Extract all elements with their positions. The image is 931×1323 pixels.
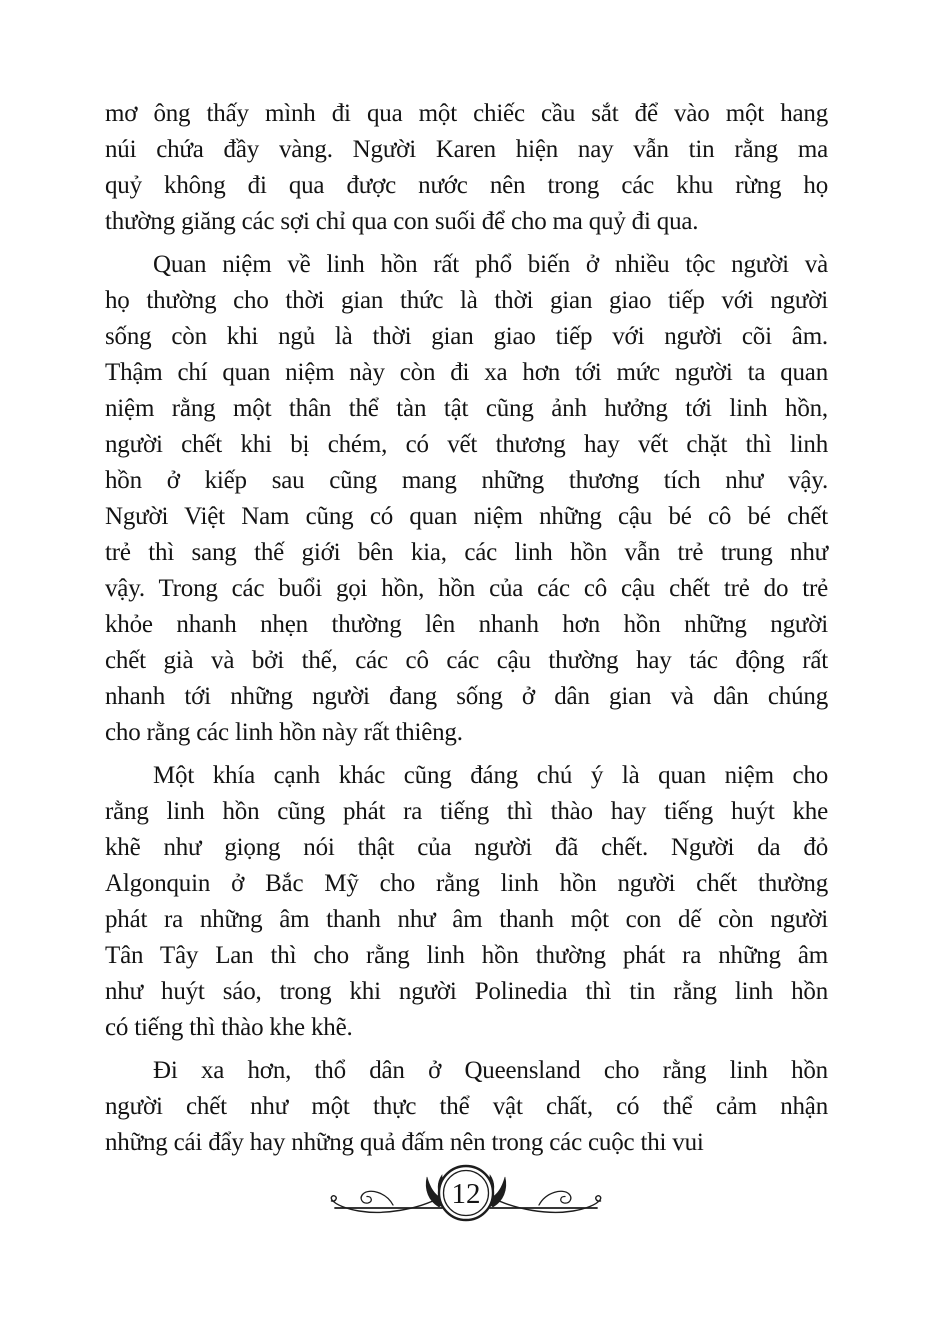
text-line: chết già và bởi thế, các cô các cậu thường hay tác động rất	[105, 647, 828, 674]
text-line: phát ra những âm thanh như âm thanh một con dế còn người	[105, 906, 828, 933]
text-line: quỷ không đi qua được nước nên trong các khu rừng họ	[105, 172, 828, 199]
text-line: sống còn khi ngủ là thời gian giao tiếp với người cõi âm.	[105, 323, 828, 350]
text-line: Thậm chí quan niệm này còn đi xa hơn tới mức người ta quan	[105, 359, 828, 386]
page-footer	[0, 1163, 931, 1227]
flourish-left	[331, 1175, 450, 1212]
text-line: Đi xa hơn, thổ dân ở Queensland cho rằng linh hồn	[153, 1057, 828, 1084]
text-line: hồn ở kiếp sau cũng mang những thương tích như vậy.	[105, 467, 828, 494]
text-line: khẽ như giọng nói thật của người đã chết. Người da đỏ	[105, 834, 828, 861]
paragraph	[105, 1053, 828, 1161]
paragraph	[105, 247, 828, 751]
text-line: Algonquin ở Bắc Mỹ cho rằng linh hồn người chết thường	[105, 870, 828, 897]
text-line: nhanh tới những người đang sống ở dân gian và dân chúng	[105, 683, 828, 710]
paragraph	[105, 758, 828, 1046]
text-line: mơ ông thấy mình đi qua một chiếc cầu sắt để vào một hang	[105, 100, 828, 127]
text-line: như huýt sáo, trong khi người Polinedia thì tin rằng linh hồn	[105, 978, 828, 1005]
text-line: Một khía cạnh khác cũng đáng chú ý là quan niệm cho	[153, 762, 828, 789]
text-line: cho rằng các linh hồn này rất thiêng.	[105, 719, 463, 746]
text-line: rằng linh hồn cũng phát ra tiếng thì thào hay tiếng huýt khe	[105, 798, 828, 825]
text-line: niệm rằng một thân thể tàn tật cũng ảnh hưởng tới linh hồn,	[105, 395, 828, 422]
text-line: Tân Tây Lan thì cho rằng linh hồn thường phát ra những âm	[105, 942, 828, 969]
text-line: khỏe nhanh nhẹn thường lên nhanh hơn hồn những người	[105, 611, 828, 638]
flourish-ornament	[321, 1163, 611, 1227]
text-line: vậy. Trong các buổi gọi hồn, hồn của các cô cậu chết trẻ do trẻ	[105, 575, 828, 602]
text-line: người chết khi bị chém, có vết thương hay vết chặt thì linh	[105, 431, 828, 458]
paragraph	[105, 96, 828, 240]
text-line: họ thường cho thời gian thức là thời gian giao tiếp với người	[105, 287, 828, 314]
text-line: núi chứa đầy vàng. Người Karen hiện nay vẫn tin rằng ma	[105, 136, 828, 163]
page-number: 12	[451, 1178, 480, 1210]
text-line: những cái đẩy hay những quả đấm nên trong các cuộc thi vui	[105, 1129, 704, 1156]
flourish-right	[482, 1175, 601, 1212]
text-line: thường giăng các sợi chỉ qua con suối để cho ma quỷ đi qua.	[105, 208, 699, 235]
text-line: người chết như một thực thể vật chất, có thể cảm nhận	[105, 1093, 828, 1120]
text-line: có tiếng thì thào khe khẽ.	[105, 1014, 353, 1041]
text-line: Quan niệm về linh hồn rất phổ biến ở nhiều tộc người và	[153, 251, 828, 278]
text-line: Người Việt Nam cũng có quan niệm những cậu bé cô bé chết	[105, 503, 828, 530]
page-text	[105, 96, 828, 1168]
text-line: trẻ thì sang thế giới bên kia, các linh hồn vẫn trẻ trung như	[105, 539, 828, 566]
